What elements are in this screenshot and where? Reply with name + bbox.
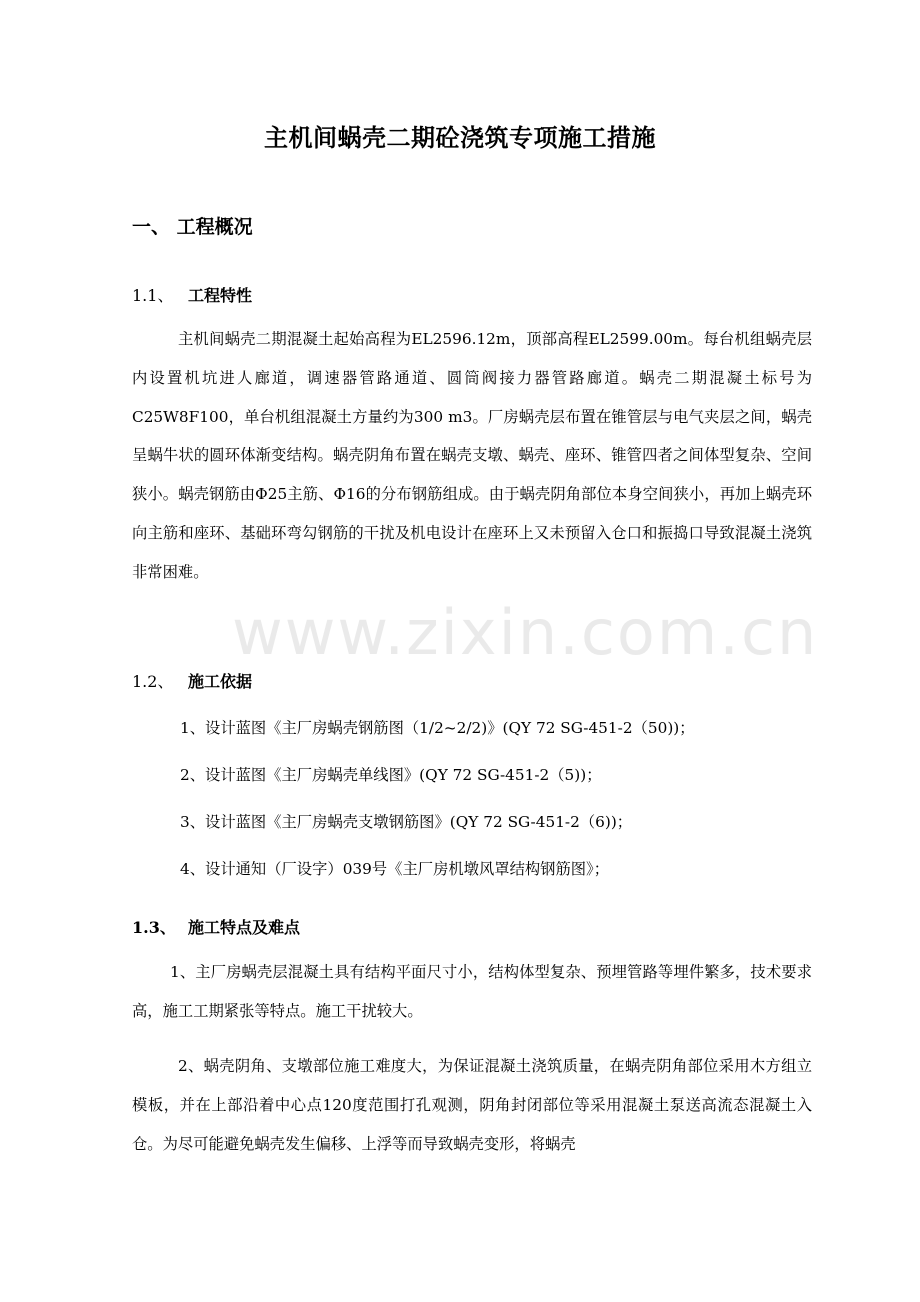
subsection-label: 施工依据 xyxy=(188,672,253,691)
reference-item-3: 3、设计蓝图《主厂房蜗壳支墩钢筋图》(QY 72 SG-451-2（6))； xyxy=(180,813,633,831)
subsection-heading-1-3 xyxy=(132,915,300,938)
paragraph-project-characteristics: 主机间蜗壳二期混凝土起始高程为EL2596.12m，顶部高程EL2599.00m。每台机组蜗壳层内设置机坑进人廊道，调速器管路通道、圆筒阀接力器管路廊道。蜗壳二期混凝土标号为C25W8F100，单台机组混凝土方量约为300 m3。厂房蜗壳层布置在锥管层与电气夹层之间，蜗壳呈蜗牛状的圆环体渐变结构。蜗壳阴角布置在蜗壳支墩、蜗壳、座环、锥管四者之间体型复杂、空间狭小。蜗壳钢筋由Φ25主筋、Φ16的分布钢筋组成。由于蜗壳阴角部位本身空间狭小，再加上蜗壳环向主筋和座环、基础环弯勾钢筋的干扰及机电设计在座环上又未预留入仓口和振捣口导致混凝土浇筑非常困难。 xyxy=(132,330,812,581)
subsection-label: 施工特点及难点 xyxy=(188,918,301,937)
watermark: www.zixin.com.cn xyxy=(232,596,819,669)
subsection-number: 1.2、 xyxy=(132,672,174,691)
subsection-number: 1.1、 xyxy=(132,286,174,305)
reference-item-4: 4、设计通知（厂设字）039号《主厂房机墩风罩结构钢筋图》； xyxy=(180,860,609,878)
section-heading-overview: 一、 工程概况 xyxy=(132,216,253,238)
paragraph-difficulty-1: 1、主厂房蜗壳层混凝土具有结构平面尺寸小，结构体型复杂、预埋管路等埋件繁多，技术要求高，施工工期紧张等特点。施工干扰较大。 xyxy=(132,963,812,1020)
subsection-number: 1.3、 xyxy=(132,918,176,937)
subsection-heading-1-2 xyxy=(132,669,252,692)
document-title: 主机间蜗壳二期砼浇筑专项施工措施 xyxy=(264,124,656,152)
subsection-label: 工程特性 xyxy=(188,286,253,305)
paragraph-difficulty-2: 2、蜗壳阴角、支墩部位施工难度大，为保证混凝土浇筑质量，在蜗壳阴角部位采用木方组立模板，并在上部沿着中心点120度范围打孔观测，阴角封闭部位等采用混凝土泵送高流态混凝土入仓。为尽可能避免蜗壳发生偏移、上浮等而导致蜗壳变形，将蜗壳 xyxy=(132,1057,812,1153)
reference-item-2: 2、设计蓝图《主厂房蜗壳单线图》(QY 72 SG-451-2（5))； xyxy=(180,766,602,784)
reference-item-1: 1、设计蓝图《主厂房蜗壳钢筋图（1/2~2/2)》(QY 72 SG-451-2（50))； xyxy=(180,719,695,737)
subsection-heading-1-1 xyxy=(132,283,252,306)
